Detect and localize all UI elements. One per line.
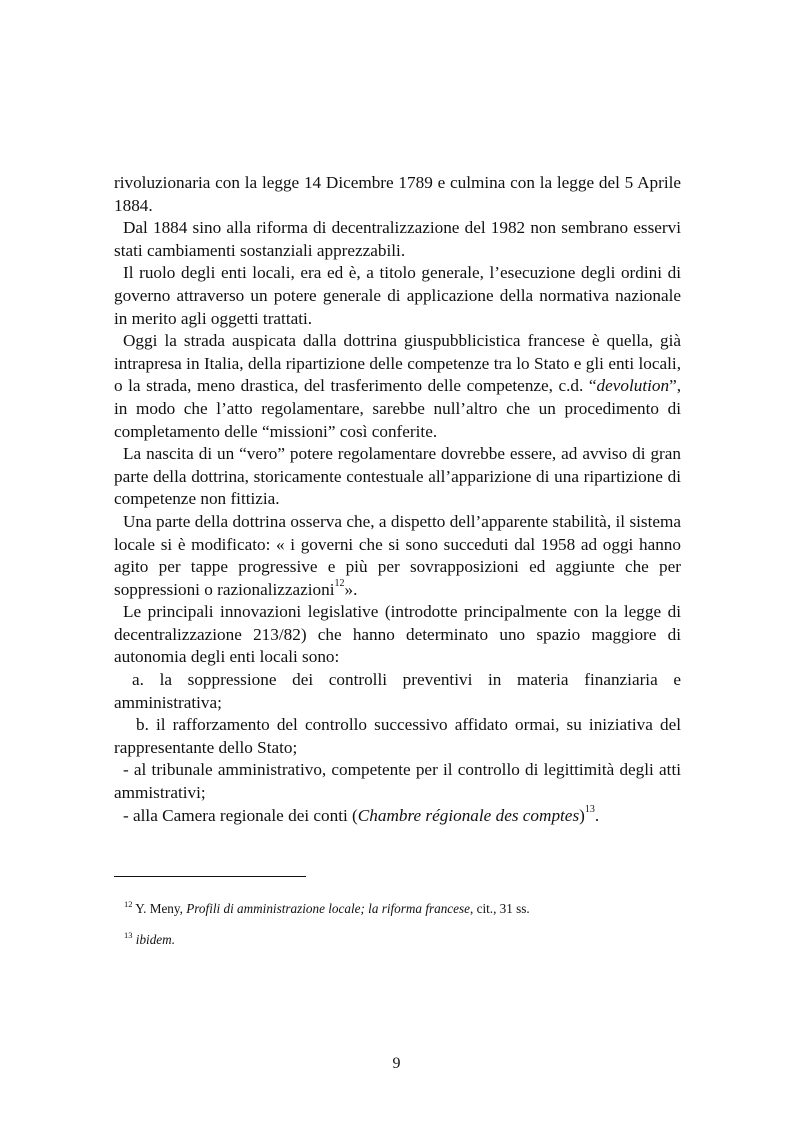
body-text [114, 172, 681, 827]
paragraph-3: Il ruolo degli enti locali, era ed è, a titolo generale, l’esecuzione degli ordini di governo attraverso un potere generale di applicazione della normativa nazionale in merito agli oggetti trattati. [114, 263, 681, 328]
dash-item-2 [114, 805, 681, 828]
footnote-13 [124, 931, 681, 949]
footnote-12 [124, 900, 681, 918]
footnote-13-number: 13 [124, 929, 133, 940]
page-number: 9 [392, 1055, 401, 1072]
footnote-divider [114, 876, 306, 877]
footnote-12-title: Profili di amministrazione locale; la riforma francese [186, 901, 470, 916]
dash-item-2-emphasis: Chambre régionale des comptes [357, 805, 580, 825]
paragraph-1: rivoluzionaria con la legge 14 Dicembre 1789 e culmina con la legge del 5 Aprile 1884. [114, 173, 681, 215]
dash-item-2-text-a: - alla Camera regionale dei conti ( [123, 805, 358, 825]
paragraph-7: Le principali innovazioni legislative (introdotte principalmente con la legge di decentralizzazione 213/82) che hanno determinato uno spazio maggiore di autonomia degli enti locali sono: [114, 602, 681, 667]
footnote-ref-13[interactable]: 13 [584, 803, 595, 815]
paragraph-4-emphasis: devolution [596, 376, 670, 396]
paragraph-6-text-b: ». [344, 579, 358, 599]
paragraph-4-text-a: Oggi la strada auspicata dalla dottrina giuspubblicistica francese è quella, già intrapresa in Italia, della ripartizione delle competenze tra lo Stato e gli enti locali, o la strada, meno drastica, del trasferimento delle competenze, c.d. “ [114, 331, 681, 396]
footnote-12-rest: , cit., 31 ss. [470, 901, 530, 916]
paragraph-6 [114, 511, 681, 601]
footnote-12-author: Y. Meny, [132, 901, 187, 916]
paragraph-5: La nascita di un “vero” potere regolamentare dovrebbe essere, ad avviso di gran parte della dottrina, storicamente contestuale all’apparizione di una ripartizione di competenze non fittizia. [114, 444, 681, 509]
list-item-b: b. il rafforzamento del controllo successivo affidato ormai, su iniziativa del rappresentante dello Stato; [114, 715, 681, 757]
footnote-12-number: 12 [124, 898, 133, 909]
paragraph-6-text-a: Una parte della dottrina osserva che, a dispetto dell’apparente stabilità, il sistema locale si è modificato: « i governi che si sono succeduti dal 1958 ad oggi hanno agito per tappe progressive e più per sovrapposizioni ed aggiunte che per soppressioni o razionalizzazioni [114, 511, 681, 599]
footnote-13-text: ibidem. [135, 932, 175, 947]
dash-item-1: - al tribunale amministrativo, competente per il controllo di legittimità degli atti ammistrativi; [114, 760, 681, 803]
dash-item-2-text-b: ) [579, 805, 585, 825]
footnote-ref-12[interactable]: 12 [334, 577, 345, 589]
paragraph-4 [114, 330, 681, 443]
paragraph-2: Dal 1884 sino alla riforma di decentralizzazione del 1982 non sembrano esservi stati cambiamenti sostanziali apprezzabili. [114, 218, 681, 260]
paragraph-4-text-b: ”, in modo che l’atto regolamentare, sarebbe null’altro che un procedimento di completamento delle “missioni” così conferite. [114, 376, 681, 441]
dash-item-2-text-c: . [594, 805, 600, 825]
list-item-a: a. la soppressione dei controlli preventivi in materia finanziaria e amministrativa; [114, 670, 681, 712]
footnotes [124, 900, 681, 962]
